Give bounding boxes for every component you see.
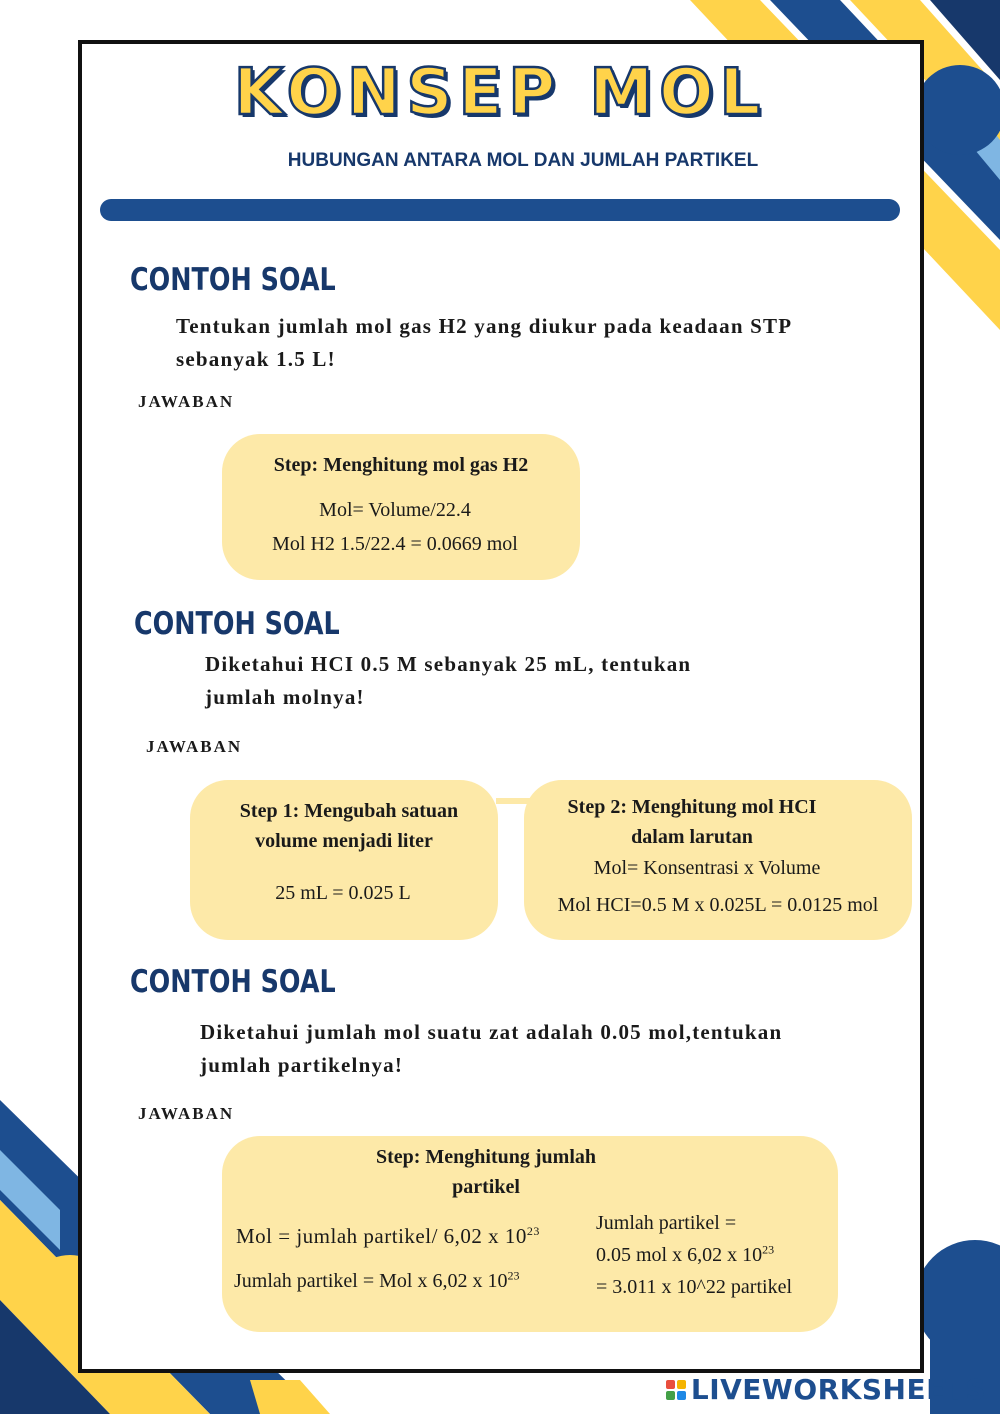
liveworksheets-watermark: [666, 1373, 986, 1406]
example-1-answer-box: [222, 434, 580, 580]
liveworksheets-logo-icon: [666, 1380, 686, 1400]
example-1-step-title: Step: Menghitung mol gas H2: [273, 454, 529, 476]
header-divider-bar: [100, 199, 900, 221]
example-3-step-title-line2: partikel: [452, 1176, 520, 1198]
example-2-question: Diketahui HCI 0.5 M sebanyak 25 mL, tentukan jumlah molnya!: [205, 652, 692, 709]
example-2-step2-formula: Mol= Konsentrasi x Volume: [593, 857, 821, 879]
example-2-step1-title-line2: volume menjadi liter: [255, 830, 433, 852]
example-2-step2-title-line1: Step 2: Menghitung mol HCI: [567, 796, 817, 818]
example-2-step2-box: [524, 780, 912, 940]
example-1-result: Mol H2 1.5/22.4 = 0.0669 mol: [272, 533, 518, 555]
page-subtitle: HUBUNGAN ANTARA MOL DAN JUMLAH PARTIKEL: [287, 150, 759, 171]
example-3-heading: CONTOH SOAL: [130, 964, 336, 1000]
example-3-question: Diketahui jumlah mol suatu zat adalah 0.05 mol,tentukan jumlah partikelnya!: [200, 1020, 783, 1077]
example-3-answer-label: JAWABAN: [138, 1104, 235, 1123]
example-1-formula: Mol= Volume/22.4: [319, 499, 471, 521]
example-1-question: Tentukan jumlah mol gas H2 yang diukur pada keadaan STP sebanyak 1.5 L!: [176, 314, 793, 371]
example-2-step2-title-line2: dalam larutan: [631, 826, 753, 848]
example-1-answer-label: JAWABAN: [138, 392, 235, 411]
example-3-step-title-line1: Step: Menghitung jumlah: [375, 1146, 597, 1168]
example-3-formula1: Mol = jumlah partikel/ 6,02 x $10^{23}$: [236, 1224, 540, 1248]
example-3-calc-line1: Jumlah partikel =: [596, 1212, 737, 1234]
example-1-heading: CONTOH SOAL: [130, 262, 336, 298]
example-2-step1-box: [190, 780, 498, 940]
watermark-text: LIVEWORKSHEETS: [690, 1373, 986, 1406]
example-3-calc-line2: 0.05 mol x 6,02 x $10^{23}$: [596, 1242, 775, 1266]
example-3-formula2: Jumlah partikel = Mol x 6,02 x $10^{23}$: [234, 1268, 520, 1292]
example-2-step1-title-line1: Step 1: Mengubah satuan: [239, 800, 459, 822]
page-title: KONSEP MOL: [233, 56, 767, 130]
example-2-heading: CONTOH SOAL: [134, 606, 340, 642]
example-2-step1-result: 25 mL = 0.025 L: [275, 882, 411, 904]
example-2-answer-label: JAWABAN: [146, 737, 243, 756]
example-3-answer-box: [222, 1136, 838, 1332]
example-3-calc-line3: = 3.011 x 10^22 partikel: [596, 1276, 793, 1298]
example-2-step2-result: Mol HCI=0.5 M x 0.025L = 0.0125 mol: [557, 894, 879, 916]
